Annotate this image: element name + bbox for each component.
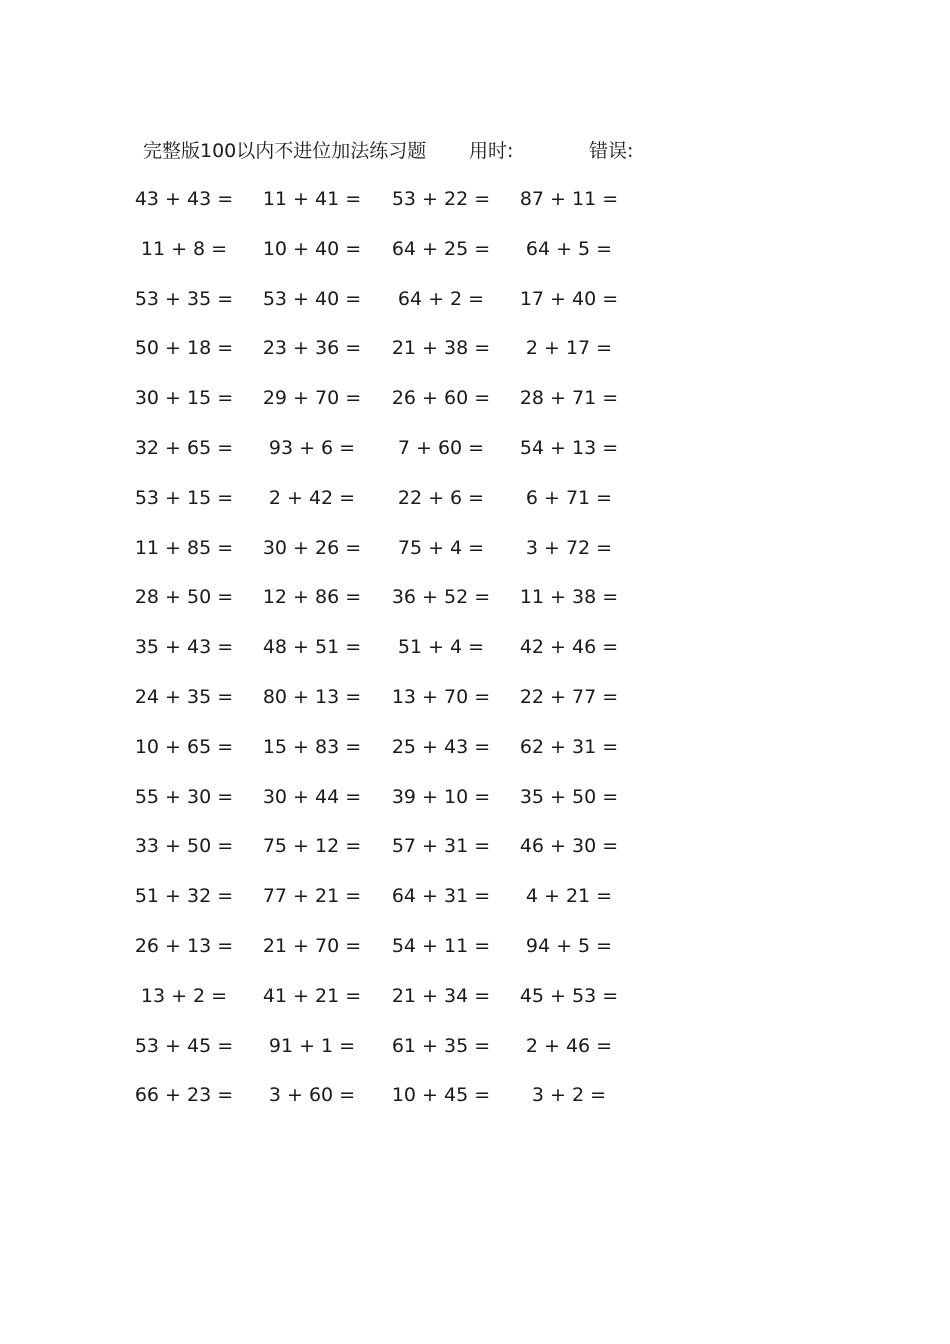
- problem-item: 51 + 4 =: [397, 636, 485, 659]
- problem-item: 25 + 43 =: [391, 735, 491, 758]
- problem-row: [0, 333, 950, 383]
- problem-item: 30 + 26 =: [262, 536, 362, 559]
- problem-row: [0, 284, 950, 334]
- problem-item: 62 + 31 =: [519, 735, 619, 758]
- problem-item: 11 + 8 =: [140, 237, 228, 260]
- problem-row: [0, 831, 950, 881]
- problem-item: 22 + 6 =: [397, 486, 485, 509]
- problem-item: 39 + 10 =: [391, 785, 491, 808]
- problem-row: [0, 234, 950, 284]
- problem-item: 30 + 15 =: [134, 387, 234, 410]
- error-label: 错误:: [589, 140, 634, 162]
- problem-item: 48 + 51 =: [262, 636, 362, 659]
- problem-item: 61 + 35 =: [391, 1034, 491, 1057]
- problem-item: 64 + 31 =: [391, 885, 491, 908]
- time-label: 用时:: [469, 140, 514, 162]
- problem-item: 91 + 1 =: [268, 1034, 356, 1057]
- problem-item: 57 + 31 =: [391, 835, 491, 858]
- problem-item: 28 + 50 =: [134, 586, 234, 609]
- problem-item: 53 + 15 =: [134, 486, 234, 509]
- problem-item: 21 + 70 =: [262, 934, 362, 957]
- problem-item: 28 + 71 =: [519, 387, 619, 410]
- problem-row: [0, 782, 950, 832]
- problem-item: 22 + 77 =: [519, 685, 619, 708]
- problem-grid: [0, 184, 950, 1130]
- problem-item: 45 + 53 =: [519, 984, 619, 1007]
- problem-item: 80 + 13 =: [262, 685, 362, 708]
- problem-item: 53 + 45 =: [134, 1034, 234, 1057]
- problem-item: 3 + 72 =: [525, 536, 613, 559]
- problem-item: 36 + 52 =: [391, 586, 491, 609]
- problem-row: [0, 1080, 950, 1130]
- problem-item: 35 + 43 =: [134, 636, 234, 659]
- problem-item: 12 + 86 =: [262, 586, 362, 609]
- problem-item: 43 + 43 =: [134, 188, 234, 210]
- problem-item: 10 + 40 =: [262, 237, 362, 260]
- worksheet-title: 完整版100以内不进位加法练习题: [143, 140, 427, 162]
- problem-item: 53 + 40 =: [262, 287, 362, 310]
- problem-row: [0, 483, 950, 533]
- problem-item: 13 + 2 =: [140, 984, 228, 1007]
- problem-item: 13 + 70 =: [391, 685, 491, 708]
- problem-item: 24 + 35 =: [134, 685, 234, 708]
- problem-row: [0, 732, 950, 782]
- problem-item: 87 + 11 =: [519, 188, 619, 210]
- problem-item: 53 + 35 =: [134, 287, 234, 310]
- problem-item: 50 + 18 =: [134, 337, 234, 360]
- worksheet-header: [143, 136, 763, 166]
- problem-item: 75 + 4 =: [397, 536, 485, 559]
- problem-item: 64 + 25 =: [391, 237, 491, 260]
- problem-item: 53 + 22 =: [391, 188, 491, 210]
- problem-row: [0, 931, 950, 981]
- problem-item: 51 + 32 =: [134, 885, 234, 908]
- problem-item: 15 + 83 =: [262, 735, 362, 758]
- problem-item: 2 + 42 =: [268, 486, 356, 509]
- problem-item: 55 + 30 =: [134, 785, 234, 808]
- problem-item: 11 + 41 =: [262, 188, 362, 210]
- problem-row: [0, 981, 950, 1031]
- problem-item: 26 + 60 =: [391, 387, 491, 410]
- problem-item: 32 + 65 =: [134, 436, 234, 459]
- problem-item: 17 + 40 =: [519, 287, 619, 310]
- problem-row: [0, 383, 950, 433]
- problem-item: 54 + 11 =: [391, 934, 491, 957]
- problem-item: 10 + 65 =: [134, 735, 234, 758]
- problem-item: 35 + 50 =: [519, 785, 619, 808]
- problem-item: 75 + 12 =: [262, 835, 362, 858]
- problem-item: 6 + 71 =: [525, 486, 613, 509]
- problem-item: 21 + 34 =: [391, 984, 491, 1007]
- problem-item: 33 + 50 =: [134, 835, 234, 858]
- problem-row: [0, 582, 950, 632]
- problem-item: 41 + 21 =: [262, 984, 362, 1007]
- problem-item: 64 + 2 =: [397, 287, 485, 310]
- problem-item: 64 + 5 =: [525, 237, 613, 260]
- problem-item: 4 + 21 =: [525, 885, 613, 908]
- problem-item: 3 + 2 =: [531, 1084, 607, 1107]
- problem-item: 2 + 46 =: [525, 1034, 613, 1057]
- problem-item: 54 + 13 =: [519, 436, 619, 459]
- problem-row: [0, 433, 950, 483]
- problem-item: 42 + 46 =: [519, 636, 619, 659]
- problem-item: 7 + 60 =: [397, 436, 485, 459]
- problem-item: 11 + 38 =: [519, 586, 619, 609]
- problem-item: 30 + 44 =: [262, 785, 362, 808]
- problem-item: 10 + 45 =: [391, 1084, 491, 1107]
- problem-item: 46 + 30 =: [519, 835, 619, 858]
- problem-item: 29 + 70 =: [262, 387, 362, 410]
- problem-item: 66 + 23 =: [134, 1084, 234, 1107]
- problem-item: 3 + 60 =: [268, 1084, 356, 1107]
- problem-row: [0, 881, 950, 931]
- problem-item: 21 + 38 =: [391, 337, 491, 360]
- problem-item: 77 + 21 =: [262, 885, 362, 908]
- problem-item: 23 + 36 =: [262, 337, 362, 360]
- problem-item: 93 + 6 =: [268, 436, 356, 459]
- problem-row: [0, 184, 950, 234]
- problem-row: [0, 632, 950, 682]
- problem-item: 2 + 17 =: [525, 337, 613, 360]
- problem-item: 11 + 85 =: [134, 536, 234, 559]
- problem-item: 94 + 5 =: [525, 934, 613, 957]
- problem-row: [0, 682, 950, 732]
- problem-row: [0, 1031, 950, 1081]
- problem-item: 26 + 13 =: [134, 934, 234, 957]
- problem-row: [0, 533, 950, 583]
